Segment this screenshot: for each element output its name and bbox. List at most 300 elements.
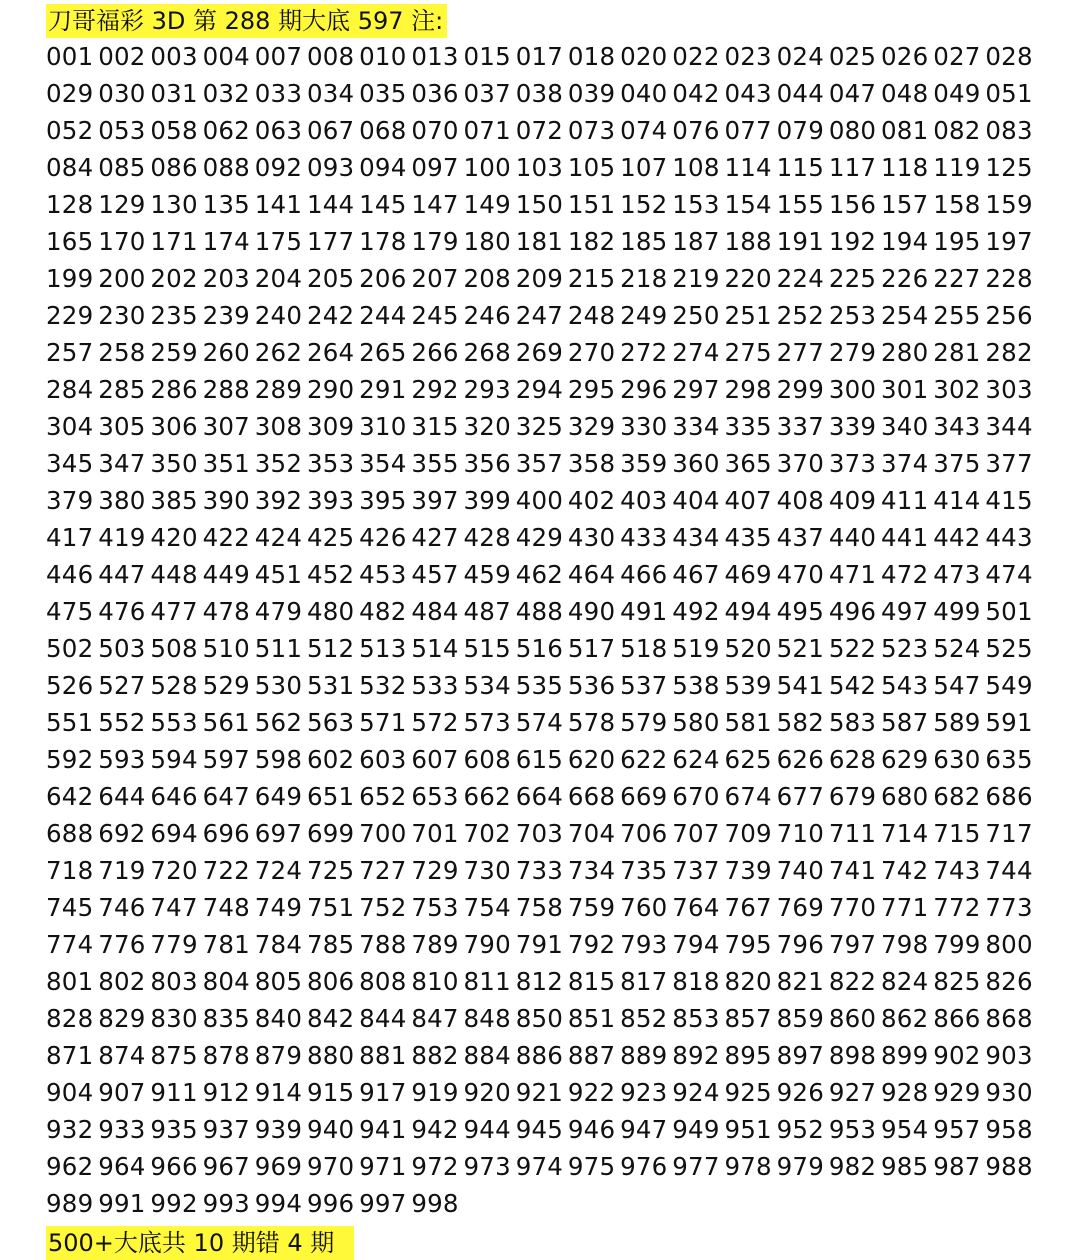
number-item: 997 bbox=[359, 1189, 407, 1218]
number-item: 922 bbox=[567, 1078, 616, 1107]
number-item: 781 bbox=[202, 930, 250, 959]
number-item: 776 bbox=[98, 930, 146, 959]
number-item: 330 bbox=[620, 412, 668, 441]
number-item: 038 bbox=[515, 79, 564, 108]
number-item: 677 bbox=[776, 782, 824, 811]
number-item: 741 bbox=[828, 856, 877, 885]
number-item: 971 bbox=[359, 1152, 407, 1181]
number-item: 879 bbox=[254, 1041, 303, 1070]
number-item: 794 bbox=[672, 930, 720, 959]
number-item: 911 bbox=[150, 1078, 198, 1107]
number-item: 979 bbox=[776, 1152, 824, 1181]
number-item: 466 bbox=[620, 560, 668, 589]
number-item: 970 bbox=[306, 1152, 355, 1181]
number-item: 477 bbox=[150, 597, 198, 626]
number-item: 088 bbox=[202, 153, 250, 182]
number-item: 494 bbox=[724, 597, 772, 626]
number-item: 942 bbox=[411, 1115, 459, 1144]
number-item: 533 bbox=[411, 671, 459, 700]
number-item: 092 bbox=[254, 153, 303, 182]
number-item: 129 bbox=[98, 190, 146, 219]
number-item: 084 bbox=[46, 153, 94, 182]
number-item: 155 bbox=[776, 190, 824, 219]
number-item: 789 bbox=[411, 930, 459, 959]
number-item: 951 bbox=[724, 1115, 772, 1144]
number-item: 474 bbox=[985, 560, 1033, 589]
number-row bbox=[46, 445, 1046, 482]
number-item: 187 bbox=[672, 227, 720, 256]
number-item: 573 bbox=[463, 708, 511, 737]
number-item: 538 bbox=[672, 671, 720, 700]
number-item: 031 bbox=[150, 79, 198, 108]
number-row bbox=[46, 75, 1046, 112]
number-item: 049 bbox=[933, 79, 981, 108]
number-item: 206 bbox=[359, 264, 407, 293]
number-item: 985 bbox=[881, 1152, 929, 1181]
number-item: 810 bbox=[411, 967, 459, 996]
number-item: 644 bbox=[98, 782, 146, 811]
number-item: 080 bbox=[828, 116, 877, 145]
number-item: 380 bbox=[98, 486, 146, 515]
number-item: 417 bbox=[46, 523, 94, 552]
number-row bbox=[46, 519, 1046, 556]
number-item: 253 bbox=[828, 301, 877, 330]
number-item: 646 bbox=[150, 782, 198, 811]
number-item: 800 bbox=[985, 930, 1033, 959]
number-item: 972 bbox=[411, 1152, 459, 1181]
number-item: 304 bbox=[46, 412, 94, 441]
number-item: 994 bbox=[254, 1189, 303, 1218]
number-item: 029 bbox=[46, 79, 94, 108]
number-item: 830 bbox=[150, 1004, 198, 1033]
number-item: 947 bbox=[620, 1115, 668, 1144]
number-item: 530 bbox=[254, 671, 303, 700]
number-item: 862 bbox=[881, 1004, 929, 1033]
number-item: 744 bbox=[985, 856, 1033, 885]
number-item: 147 bbox=[411, 190, 459, 219]
number-item: 082 bbox=[933, 116, 981, 145]
number-item: 490 bbox=[567, 597, 616, 626]
number-item: 523 bbox=[881, 634, 929, 663]
number-item: 229 bbox=[46, 301, 94, 330]
number-row bbox=[46, 112, 1046, 149]
number-item: 737 bbox=[672, 856, 720, 885]
number-item: 157 bbox=[881, 190, 929, 219]
number-item: 255 bbox=[933, 301, 981, 330]
number-item: 653 bbox=[411, 782, 459, 811]
number-item: 135 bbox=[202, 190, 250, 219]
number-item: 547 bbox=[933, 671, 981, 700]
number-item: 745 bbox=[46, 893, 94, 922]
number-row bbox=[46, 741, 1046, 778]
number-item: 192 bbox=[828, 227, 877, 256]
number-item: 284 bbox=[46, 375, 94, 404]
number-row bbox=[46, 778, 1046, 815]
number-item: 743 bbox=[933, 856, 981, 885]
number-item: 390 bbox=[202, 486, 250, 515]
number-item: 179 bbox=[411, 227, 459, 256]
number-item: 700 bbox=[359, 819, 407, 848]
number-item: 521 bbox=[776, 634, 824, 663]
number-item: 929 bbox=[933, 1078, 981, 1107]
number-item: 449 bbox=[202, 560, 250, 589]
number-item: 200 bbox=[98, 264, 146, 293]
number-item: 107 bbox=[620, 153, 668, 182]
number-item: 202 bbox=[150, 264, 198, 293]
number-item: 337 bbox=[776, 412, 824, 441]
number-item: 125 bbox=[985, 153, 1033, 182]
number-item: 392 bbox=[254, 486, 303, 515]
number-item: 925 bbox=[724, 1078, 772, 1107]
number-item: 966 bbox=[150, 1152, 198, 1181]
number-item: 818 bbox=[672, 967, 720, 996]
number-item: 452 bbox=[306, 560, 355, 589]
number-row bbox=[46, 149, 1046, 186]
number-item: 882 bbox=[411, 1041, 459, 1070]
number-item: 034 bbox=[306, 79, 355, 108]
number-item: 182 bbox=[567, 227, 616, 256]
number-item: 603 bbox=[359, 745, 407, 774]
number-item: 307 bbox=[202, 412, 250, 441]
number-item: 680 bbox=[881, 782, 929, 811]
number-item: 511 bbox=[254, 634, 303, 663]
number-item: 649 bbox=[254, 782, 303, 811]
number-row bbox=[46, 704, 1046, 741]
number-item: 204 bbox=[254, 264, 303, 293]
number-item: 484 bbox=[411, 597, 459, 626]
number-item: 451 bbox=[254, 560, 303, 589]
number-item: 772 bbox=[933, 893, 981, 922]
number-item: 150 bbox=[515, 190, 564, 219]
number-item: 015 bbox=[463, 42, 511, 71]
number-item: 937 bbox=[202, 1115, 250, 1144]
number-item: 443 bbox=[985, 523, 1033, 552]
number-item: 829 bbox=[98, 1004, 146, 1033]
number-item: 924 bbox=[672, 1078, 720, 1107]
number-item: 668 bbox=[567, 782, 616, 811]
number-item: 516 bbox=[515, 634, 564, 663]
number-item: 706 bbox=[620, 819, 668, 848]
number-item: 086 bbox=[150, 153, 198, 182]
number-item: 379 bbox=[46, 486, 94, 515]
number-item: 036 bbox=[411, 79, 459, 108]
number-item: 962 bbox=[46, 1152, 94, 1181]
number-item: 260 bbox=[202, 338, 250, 367]
number-item: 622 bbox=[620, 745, 668, 774]
number-item: 717 bbox=[985, 819, 1033, 848]
number-item: 177 bbox=[306, 227, 355, 256]
number-item: 174 bbox=[202, 227, 250, 256]
number-item: 306 bbox=[150, 412, 198, 441]
number-item: 903 bbox=[985, 1041, 1033, 1070]
number-item: 440 bbox=[828, 523, 877, 552]
number-item: 850 bbox=[515, 1004, 564, 1033]
number-row bbox=[46, 371, 1046, 408]
number-item: 840 bbox=[254, 1004, 303, 1033]
number-item: 543 bbox=[881, 671, 929, 700]
number-item: 020 bbox=[620, 42, 668, 71]
number-item: 987 bbox=[933, 1152, 981, 1181]
number-item: 279 bbox=[828, 338, 877, 367]
number-item: 528 bbox=[150, 671, 198, 700]
number-item: 806 bbox=[306, 967, 355, 996]
number-item: 722 bbox=[202, 856, 250, 885]
number-item: 114 bbox=[724, 153, 772, 182]
number-item: 246 bbox=[463, 301, 511, 330]
number-item: 215 bbox=[567, 264, 616, 293]
number-item: 355 bbox=[411, 449, 459, 478]
number-item: 513 bbox=[359, 634, 407, 663]
number-item: 730 bbox=[463, 856, 511, 885]
number-item: 874 bbox=[98, 1041, 146, 1070]
number-item: 347 bbox=[98, 449, 146, 478]
number-item: 510 bbox=[202, 634, 250, 663]
number-item: 310 bbox=[359, 412, 407, 441]
number-item: 220 bbox=[724, 264, 772, 293]
number-item: 534 bbox=[463, 671, 511, 700]
number-item: 480 bbox=[306, 597, 355, 626]
number-item: 425 bbox=[306, 523, 355, 552]
number-item: 664 bbox=[515, 782, 564, 811]
number-row bbox=[46, 667, 1046, 704]
number-item: 697 bbox=[254, 819, 303, 848]
number-item: 010 bbox=[359, 42, 407, 71]
number-item: 904 bbox=[46, 1078, 94, 1107]
number-item: 991 bbox=[98, 1189, 146, 1218]
number-item: 003 bbox=[150, 42, 198, 71]
number-item: 917 bbox=[359, 1078, 407, 1107]
number-item: 615 bbox=[515, 745, 564, 774]
number-item: 068 bbox=[359, 116, 407, 145]
number-item: 551 bbox=[46, 708, 94, 737]
number-item: 429 bbox=[515, 523, 564, 552]
number-item: 175 bbox=[254, 227, 303, 256]
number-item: 219 bbox=[672, 264, 720, 293]
number-item: 385 bbox=[150, 486, 198, 515]
number-item: 967 bbox=[202, 1152, 250, 1181]
number-item: 797 bbox=[828, 930, 877, 959]
number-item: 262 bbox=[254, 338, 303, 367]
number-item: 218 bbox=[620, 264, 668, 293]
number-item: 852 bbox=[620, 1004, 668, 1033]
number-item: 258 bbox=[98, 338, 146, 367]
number-item: 302 bbox=[933, 375, 981, 404]
number-item: 158 bbox=[933, 190, 981, 219]
number-item: 052 bbox=[46, 116, 94, 145]
number-item: 699 bbox=[306, 819, 355, 848]
number-item: 808 bbox=[359, 967, 407, 996]
number-item: 459 bbox=[463, 560, 511, 589]
number-item: 536 bbox=[567, 671, 616, 700]
number-item: 076 bbox=[672, 116, 720, 145]
number-item: 539 bbox=[724, 671, 772, 700]
number-item: 191 bbox=[776, 227, 824, 256]
number-item: 037 bbox=[463, 79, 511, 108]
number-item: 360 bbox=[672, 449, 720, 478]
number-item: 941 bbox=[359, 1115, 407, 1144]
number-item: 272 bbox=[620, 338, 668, 367]
number-item: 448 bbox=[150, 560, 198, 589]
number-item: 151 bbox=[567, 190, 616, 219]
number-item: 472 bbox=[881, 560, 929, 589]
number-item: 793 bbox=[620, 930, 668, 959]
number-item: 358 bbox=[567, 449, 616, 478]
number-item: 508 bbox=[150, 634, 198, 663]
number-item: 079 bbox=[776, 116, 824, 145]
number-item: 974 bbox=[515, 1152, 564, 1181]
number-item: 998 bbox=[411, 1189, 459, 1218]
number-item: 053 bbox=[98, 116, 146, 145]
number-item: 724 bbox=[254, 856, 303, 885]
number-item: 562 bbox=[254, 708, 303, 737]
number-item: 501 bbox=[985, 597, 1033, 626]
number-item: 582 bbox=[776, 708, 824, 737]
number-item: 004 bbox=[202, 42, 250, 71]
number-item: 404 bbox=[672, 486, 720, 515]
number-item: 415 bbox=[985, 486, 1033, 515]
number-item: 008 bbox=[306, 42, 355, 71]
number-item: 799 bbox=[933, 930, 981, 959]
number-item: 039 bbox=[567, 79, 616, 108]
number-item: 007 bbox=[254, 42, 303, 71]
number-item: 040 bbox=[620, 79, 668, 108]
number-item: 964 bbox=[98, 1152, 146, 1181]
number-item: 989 bbox=[46, 1189, 94, 1218]
number-item: 352 bbox=[254, 449, 303, 478]
number-item: 993 bbox=[202, 1189, 250, 1218]
number-item: 351 bbox=[202, 449, 250, 478]
number-item: 178 bbox=[359, 227, 407, 256]
number-item: 071 bbox=[463, 116, 511, 145]
number-item: 208 bbox=[463, 264, 511, 293]
number-item: 593 bbox=[98, 745, 146, 774]
number-row bbox=[46, 1148, 1046, 1185]
number-item: 954 bbox=[881, 1115, 929, 1144]
number-item: 156 bbox=[828, 190, 877, 219]
number-item: 188 bbox=[724, 227, 772, 256]
number-item: 820 bbox=[724, 967, 772, 996]
number-item: 574 bbox=[515, 708, 564, 737]
number-item: 170 bbox=[98, 227, 146, 256]
number-item: 526 bbox=[46, 671, 94, 700]
number-item: 715 bbox=[933, 819, 981, 848]
number-item: 821 bbox=[776, 967, 824, 996]
number-item: 409 bbox=[828, 486, 877, 515]
number-item: 181 bbox=[515, 227, 564, 256]
number-item: 197 bbox=[985, 227, 1033, 256]
number-item: 356 bbox=[463, 449, 511, 478]
number-item: 002 bbox=[98, 42, 146, 71]
number-item: 897 bbox=[776, 1041, 824, 1070]
number-item: 291 bbox=[359, 375, 407, 404]
number-item: 733 bbox=[515, 856, 564, 885]
number-item: 462 bbox=[515, 560, 564, 589]
number-item: 027 bbox=[933, 42, 981, 71]
number-row bbox=[46, 482, 1046, 519]
number-item: 859 bbox=[776, 1004, 824, 1033]
number-item: 952 bbox=[776, 1115, 824, 1144]
number-item: 754 bbox=[463, 893, 511, 922]
number-item: 149 bbox=[463, 190, 511, 219]
number-item: 779 bbox=[150, 930, 198, 959]
number-item: 811 bbox=[463, 967, 511, 996]
number-item: 796 bbox=[776, 930, 824, 959]
number-item: 527 bbox=[98, 671, 146, 700]
number-item: 298 bbox=[724, 375, 772, 404]
number-item: 746 bbox=[98, 893, 146, 922]
number-item: 553 bbox=[150, 708, 198, 737]
number-item: 923 bbox=[620, 1078, 668, 1107]
number-item: 165 bbox=[46, 227, 94, 256]
number-item: 467 bbox=[672, 560, 720, 589]
number-item: 374 bbox=[881, 449, 929, 478]
number-item: 977 bbox=[672, 1152, 720, 1181]
number-item: 860 bbox=[828, 1004, 877, 1033]
number-item: 377 bbox=[985, 449, 1033, 478]
number-item: 662 bbox=[463, 782, 511, 811]
number-item: 542 bbox=[828, 671, 877, 700]
number-item: 625 bbox=[724, 745, 772, 774]
number-item: 958 bbox=[985, 1115, 1033, 1144]
number-item: 805 bbox=[254, 967, 303, 996]
number-item: 334 bbox=[672, 412, 720, 441]
number-item: 842 bbox=[306, 1004, 355, 1033]
number-item: 128 bbox=[46, 190, 94, 219]
number-item: 892 bbox=[672, 1041, 720, 1070]
number-item: 047 bbox=[828, 79, 877, 108]
number-item: 561 bbox=[202, 708, 250, 737]
number-item: 692 bbox=[98, 819, 146, 848]
number-item: 430 bbox=[567, 523, 616, 552]
number-item: 257 bbox=[46, 338, 94, 367]
number-item: 469 bbox=[724, 560, 772, 589]
number-item: 571 bbox=[359, 708, 407, 737]
number-item: 395 bbox=[359, 486, 407, 515]
number-row bbox=[46, 297, 1046, 334]
number-item: 032 bbox=[202, 79, 250, 108]
number-item: 828 bbox=[46, 1004, 94, 1033]
number-item: 464 bbox=[567, 560, 616, 589]
number-item: 375 bbox=[933, 449, 981, 478]
number-item: 482 bbox=[359, 597, 407, 626]
number-item: 878 bbox=[202, 1041, 250, 1070]
number-item: 281 bbox=[933, 338, 981, 367]
number-item: 907 bbox=[98, 1078, 146, 1107]
number-item: 488 bbox=[515, 597, 564, 626]
number-item: 470 bbox=[776, 560, 824, 589]
number-item: 996 bbox=[306, 1189, 355, 1218]
number-item: 629 bbox=[881, 745, 929, 774]
number-item: 572 bbox=[411, 708, 459, 737]
number-item: 791 bbox=[515, 930, 564, 959]
number-item: 266 bbox=[411, 338, 459, 367]
number-item: 928 bbox=[881, 1078, 929, 1107]
number-item: 525 bbox=[985, 634, 1033, 663]
number-item: 953 bbox=[828, 1115, 877, 1144]
number-row bbox=[46, 926, 1046, 963]
number-item: 580 bbox=[672, 708, 720, 737]
number-item: 944 bbox=[463, 1115, 511, 1144]
number-item: 635 bbox=[985, 745, 1033, 774]
number-item: 857 bbox=[724, 1004, 772, 1033]
number-item: 801 bbox=[46, 967, 94, 996]
number-item: 524 bbox=[933, 634, 981, 663]
number-item: 339 bbox=[828, 412, 877, 441]
number-item: 422 bbox=[202, 523, 250, 552]
number-item: 788 bbox=[359, 930, 407, 959]
number-item: 105 bbox=[567, 153, 616, 182]
number-item: 760 bbox=[620, 893, 668, 922]
